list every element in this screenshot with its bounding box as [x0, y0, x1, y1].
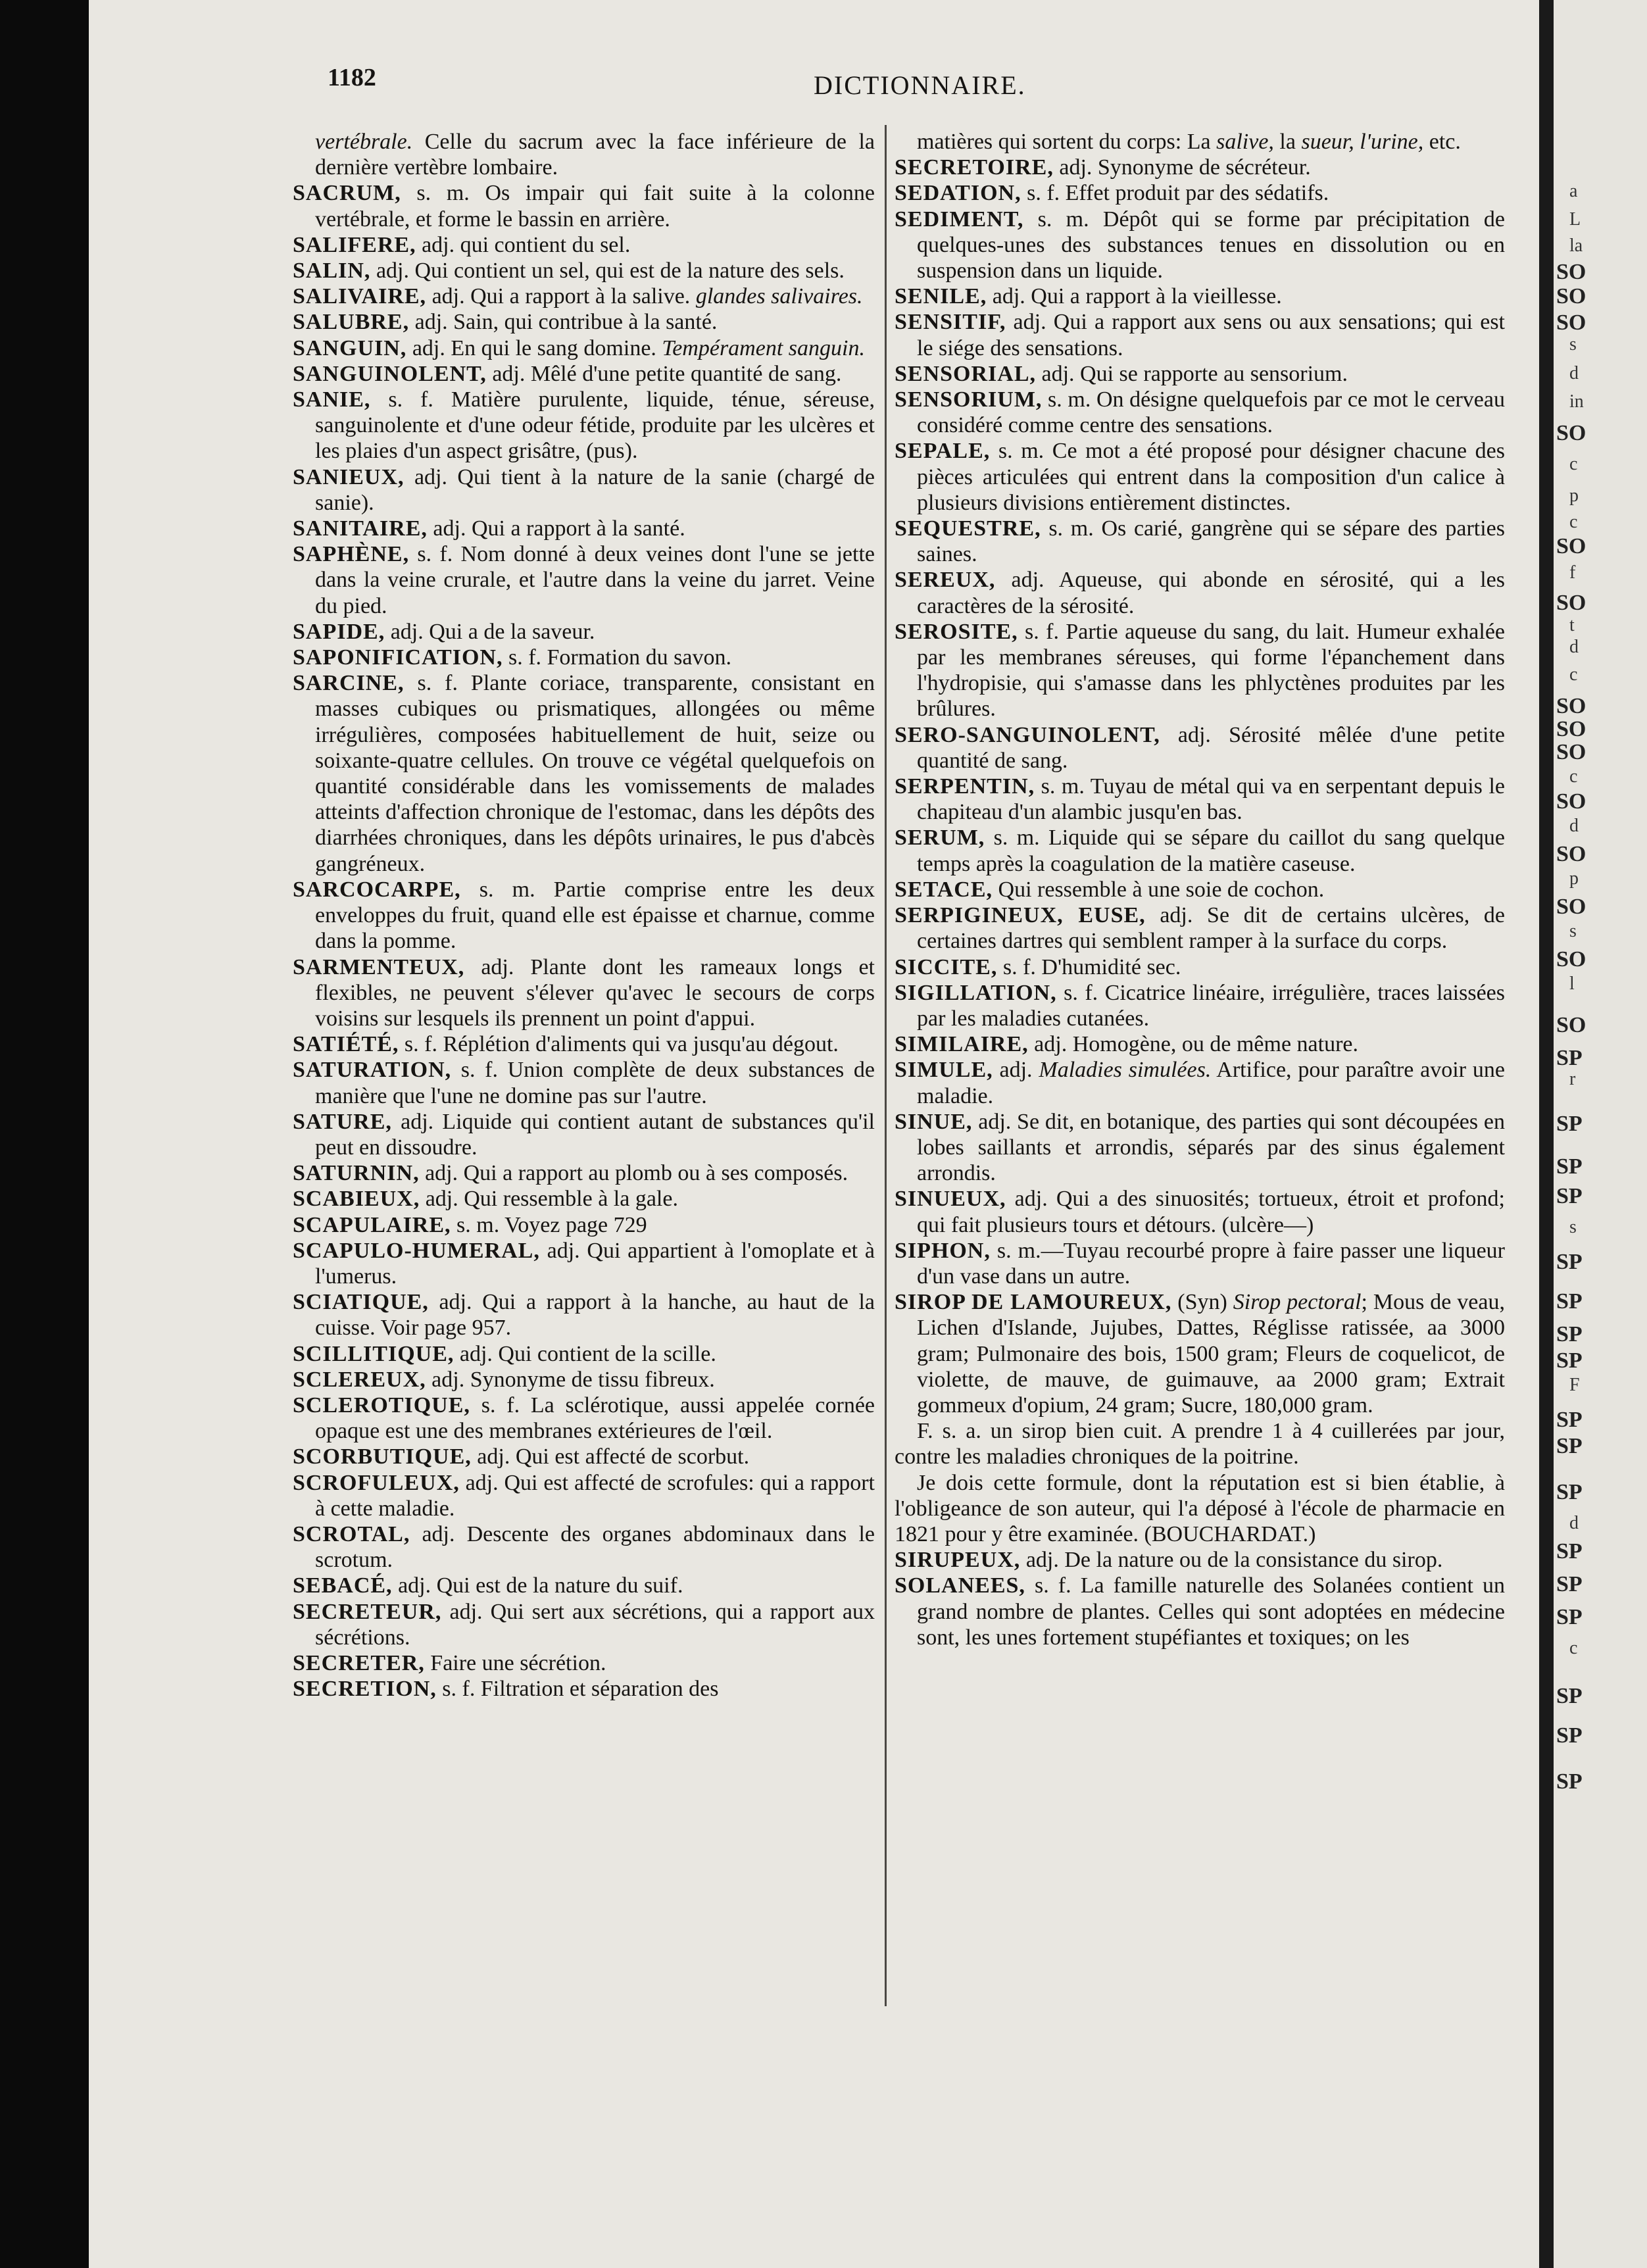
adjacent-page-fragment: s: [1569, 334, 1577, 355]
headword: SARCINE,: [293, 671, 405, 696]
column-divider: [885, 125, 887, 2006]
headword: SEROSITE,: [895, 619, 1018, 644]
headword: SENSITIF,: [895, 310, 1006, 335]
page-number: 1182: [328, 64, 376, 91]
adjacent-page-fragment: d: [1569, 363, 1579, 383]
dictionary-entry: [293, 877, 875, 954]
adjacent-page-fragment: SO: [1556, 789, 1586, 814]
dictionary-entry: [895, 1573, 1505, 1650]
headword: SANGUINOLENT,: [293, 361, 487, 386]
adjacent-page-fragment: SP: [1556, 1539, 1583, 1564]
dictionary-entry: [293, 1109, 875, 1160]
dictionary-entry: [895, 438, 1505, 516]
italic-text: sueur, l'urine,: [1301, 130, 1424, 154]
dictionary-entry: [895, 361, 1505, 387]
dictionary-entry: [895, 516, 1505, 567]
dictionary-entry: [293, 387, 875, 464]
adjacent-page-fragment: SP: [1556, 1154, 1583, 1179]
headword: SIROP DE LAMOUREUX,: [895, 1290, 1172, 1315]
definition-text: s. f. Formation du savon.: [503, 645, 732, 670]
adjacent-page-fragment: SO: [1556, 310, 1586, 335]
definition-text: adj. Qui a rapport au plomb ou à ses composés.: [419, 1161, 848, 1186]
left-column: [293, 129, 875, 2102]
definition-text: adj. Se dit de certains ulcères, de certaines dartres qui semblent ramper à la surface du corps.: [917, 903, 1505, 954]
dictionary-entry: [895, 309, 1505, 360]
adjacent-page-fragment: c: [1569, 664, 1578, 685]
headword: SANGUIN,: [293, 335, 407, 360]
adjacent-page-fragment: SP: [1556, 1046, 1583, 1070]
dictionary-entry: [293, 284, 875, 309]
headword: SERUM,: [895, 826, 985, 851]
definition-text: s. f. Matière purulente, liquide, ténue, séreuse, sanguinolente et d'une odeur fétide, produite par les ulcères et les plaies d'un aspect grisâtre, (pus).: [315, 387, 875, 464]
headword: SETACE,: [895, 877, 993, 902]
adjacent-page-fragment: SP: [1556, 1605, 1583, 1629]
headword: SCABIEUX,: [293, 1187, 420, 1212]
definition-text: s. f. Effet produit par des sédatifs.: [1021, 181, 1329, 206]
headword: SOLANEES,: [895, 1573, 1025, 1598]
headword: SALIVAIRE,: [293, 284, 427, 309]
definition-text: s. f. La famille naturelle des Solanées contient un grand nombre de plantes. Celles qui sont adoptées en médecine sont, les unes fortement stupéfiantes et toxiques; on les: [917, 1573, 1505, 1650]
dictionary-entry: [293, 309, 875, 335]
headword: SALUBRE,: [293, 310, 410, 335]
dictionary-entry: [895, 155, 1505, 180]
definition-text: adj. Qui appartient à l'omoplate et à l'umerus.: [315, 1238, 875, 1289]
definition-text: s. m.—Tuyau recourbé propre à faire passer une liqueur d'un vase dans un autre.: [917, 1238, 1505, 1289]
headword: SECRETER,: [293, 1650, 425, 1675]
headword: SAPIDE,: [293, 619, 385, 644]
paragraph-text: Je dois cette formule, dont la réputation est si bien établie, à l'obligeance de son auteur, qui l'a déposé à l'école de pharmacie en 1821 pour y être examinée. (BOUCHARDAT.): [895, 1470, 1505, 1546]
headword: SATURNIN,: [293, 1161, 420, 1186]
definition-text: s. m. On désigne quelquefois par ce mot le cerveau considéré comme centre des sensations.: [917, 387, 1505, 438]
italic-text: salive,: [1216, 130, 1274, 154]
headword: SIPHON,: [895, 1238, 991, 1263]
dictionary-entry: [293, 361, 875, 387]
headword: SERPENTIN,: [895, 774, 1035, 799]
dictionary-entry: [293, 1160, 875, 1186]
dictionary-entry: [895, 180, 1505, 206]
definition-text: adj. Descente des organes abdominaux dans le scrotum.: [315, 1521, 875, 1573]
adjacent-page-fragment: SP: [1556, 1112, 1583, 1136]
headword: SENSORIUM,: [895, 387, 1043, 412]
dictionary-entry: [293, 1599, 875, 1650]
definition-text: adj. De la nature ou de la consistance du sirop.: [1020, 1548, 1443, 1573]
definition-text: adj. qui contient du sel.: [416, 232, 631, 257]
headword: SANITAIRE,: [293, 516, 428, 541]
headword: SCAPULO-HUMERAL,: [293, 1238, 540, 1263]
entry-paragraph: [895, 1418, 1505, 1469]
dictionary-entry: [895, 619, 1505, 722]
definition-text: la: [1273, 130, 1302, 154]
adjacent-page-fragment: f: [1569, 562, 1576, 583]
dictionary-entry: [895, 980, 1505, 1031]
dictionary-entry: [293, 1186, 875, 1212]
dictionary-entry: [895, 722, 1505, 774]
headword: SEREUX,: [895, 568, 996, 593]
headword: SARCOCARPE,: [293, 877, 461, 902]
adjacent-page-fragment: SP: [1556, 1723, 1583, 1748]
headword: SIRUPEUX,: [895, 1548, 1021, 1573]
definition-text: s. m. Partie comprise entre les deux enveloppes du fruit, quand elle est épaisse et charnue, comme dans la pomme.: [315, 877, 875, 954]
adjacent-page-fragment: SP: [1556, 1480, 1583, 1504]
adjacent-page-fragment: c: [1569, 512, 1578, 532]
dictionary-entry: [895, 284, 1505, 309]
definition-text: adj. Aqueuse, qui abonde en sérosité, qui a les caractères de la sérosité.: [917, 568, 1505, 618]
dictionary-entry: [293, 954, 875, 1032]
definition-text: adj. Qui contient de la scille.: [454, 1341, 716, 1366]
adjacent-page-fragment: p: [1569, 485, 1579, 506]
italic-example: glandes salivaires.: [690, 284, 863, 309]
headword: SANIEUX,: [293, 464, 405, 489]
adjacent-page-fragment: SP: [1556, 1322, 1583, 1346]
adjacent-page-fragment: SO: [1556, 717, 1586, 741]
definition-text: s. f. La sclérotique, aussi appelée cornée opaque est une des membranes extérieures de l'œil.: [315, 1393, 875, 1444]
dictionary-entry: [895, 774, 1505, 825]
headword: SACRUM,: [293, 181, 401, 206]
headword: SEPALE,: [895, 439, 991, 464]
italic-example: Sirop pectoral: [1227, 1290, 1362, 1315]
headword: SIGILLATION,: [895, 980, 1057, 1005]
dictionary-entry: [293, 1341, 875, 1367]
definition-text: adj. En qui le sang domine.: [406, 335, 656, 360]
definition-text: adj. Synonyme de tissu fibreux.: [426, 1367, 715, 1392]
definition-text: adj.: [993, 1058, 1033, 1083]
definition-text: Faire une sécrétion.: [424, 1650, 606, 1675]
adjacent-page-fragment: c: [1569, 1638, 1578, 1658]
headword: SECRETOIRE,: [895, 155, 1054, 180]
dictionary-entry: [293, 180, 875, 232]
adjacent-page-fragment: SP: [1556, 1348, 1583, 1373]
definition-text: Qui ressemble à une soie de cochon.: [993, 877, 1325, 902]
dictionary-entry: [895, 1186, 1505, 1237]
headword: SCAPULAIRE,: [293, 1212, 451, 1237]
adjacent-page-fragment: SP: [1556, 1769, 1583, 1794]
dictionary-entry: [895, 207, 1505, 284]
entry-paragraph: [895, 1470, 1505, 1548]
headword: SCROTAL,: [293, 1521, 410, 1546]
adjacent-page-fragment: SO: [1556, 534, 1586, 558]
definition-text: Artifice, pour paraître avoir une maladie.: [917, 1058, 1505, 1108]
dictionary-entry: [895, 902, 1505, 954]
headword: SAPONIFICATION,: [293, 645, 503, 670]
dictionary-entry: [895, 877, 1505, 902]
adjacent-page-fragment: d: [1569, 1513, 1579, 1533]
adjacent-page-fragment: a: [1569, 181, 1578, 201]
dictionary-entry: [895, 1057, 1505, 1108]
adjacent-page-fragment: SO: [1556, 421, 1586, 445]
headword: SCILLITIQUE,: [293, 1341, 455, 1366]
adjacent-page-fragment: SO: [1556, 740, 1586, 764]
adjacent-page-fragment: la: [1569, 235, 1583, 256]
entry-continuation: [895, 129, 1505, 155]
adjacent-page-fragment: d: [1569, 816, 1579, 836]
headword: SCROFULEUX,: [293, 1470, 460, 1495]
definition-text: adj. Qui ressemble à la gale.: [420, 1187, 678, 1212]
definition-text: adj. Qui a rapport à la hanche, au haut de la cuisse. Voir page 957.: [315, 1290, 875, 1341]
headword: SIMILAIRE,: [895, 1032, 1029, 1057]
headword: SATURATION,: [293, 1058, 452, 1083]
definition-text: s. f. D'humidité sec.: [997, 954, 1181, 979]
dictionary-entry: [293, 1289, 875, 1341]
headword: SEBACÉ,: [293, 1573, 393, 1598]
dictionary-entry: [293, 619, 875, 645]
headword: SANIE,: [293, 387, 371, 412]
definition-text: ; Mous de veau, Lichen d'Islande, Jujubes, Dattes, Réglisse ratissée, aa 3000 gram; Pulmonaire des bois, 1500 gram; Fleurs de coquelicot, de violette, de mauve, de guimauve, aa 2000 gram; Extrait gommeux d'opium, 24 gram; Sucre, 180,000 gram.: [917, 1290, 1505, 1418]
definition-text: adj. Plante dont les rameaux longs et flexibles, ne peuvent s'élever qu'avec le secours de corps voisins sur lesquels ils prennent un point d'appui.: [315, 954, 875, 1031]
definition-text: s. m. Voyez page 729: [451, 1212, 647, 1237]
dictionary-entry: [293, 516, 875, 541]
dictionary-entry: [293, 1444, 875, 1469]
definition-text: s. f. Plante coriace, transparente, consistant en masses cubiques ou prismatiques, allongées ou même irrégulières, composées habituellement de huit, seize ou soixante-quatre cellules. On trouve ce végétal quelquefois on quantité considérable dans les vomissements de malades atteints d'affection chronique de l'estomac, dans les dépôts des diarrhées chroniques, dans les dépôts urinaires, le pus d'abcès gangréneux.: [315, 671, 875, 876]
headword: SCLEREUX,: [293, 1367, 426, 1392]
entry-continuation: [293, 129, 875, 180]
definition-text: s. m. Tuyau de métal qui va en serpentant depuis le chapiteau d'un alambic jusqu'en bas.: [917, 774, 1505, 825]
definition-text: Celle du sacrum avec la face inférieure de la dernière vertèbre lombaire.: [315, 130, 875, 180]
dictionary-entry: [293, 645, 875, 670]
adjacent-page-fragment: c: [1569, 454, 1578, 474]
adjacent-page-fragment: SO: [1556, 895, 1586, 919]
dictionary-entry: [895, 1547, 1505, 1573]
dictionary-entry: [293, 335, 875, 361]
headword: SIMULE,: [895, 1058, 993, 1083]
definition-text: adj. Sain, qui contribue à la santé.: [409, 310, 718, 335]
dictionary-entry: [895, 1289, 1505, 1418]
adjacent-page-fragment: l: [1569, 974, 1575, 994]
definition-text: adj. Qui est affecté de scorbut.: [471, 1444, 750, 1469]
adjacent-page-fragment: SP: [1556, 1408, 1583, 1432]
definition-text: s. m. Dépôt qui se forme par précipitation de quelques-unes des substances tenues en dissolution ou en suspension dans un liquide.: [917, 207, 1505, 284]
headword: SATURE,: [293, 1109, 392, 1134]
adjacent-page-fragment: c: [1569, 766, 1578, 787]
headword: SECRETION,: [293, 1677, 437, 1702]
dictionary-entry: [895, 1109, 1505, 1187]
headword: SAPHÈNE,: [293, 542, 410, 567]
headword: SARMENTEUX,: [293, 954, 465, 979]
headword: SEDATION,: [895, 181, 1021, 206]
headword: SENILE,: [895, 284, 987, 309]
headword: SINUEUX,: [895, 1187, 1006, 1212]
adjacent-page-fragment: SP: [1556, 1250, 1583, 1274]
dictionary-entry: [293, 464, 875, 516]
definition-text: adj. Qui a rapport à la vieillesse.: [987, 284, 1282, 309]
dictionary-entry: [293, 1057, 875, 1108]
dictionary-entry: [293, 1238, 875, 1289]
adjacent-page-fragment: d: [1569, 637, 1579, 657]
dictionary-entry: [293, 1650, 875, 1676]
right-column: [895, 129, 1505, 2102]
dictionary-entry: [293, 1031, 875, 1057]
running-title: DICTIONNAIRE.: [814, 70, 1026, 100]
scan-border-left: [0, 0, 89, 2268]
italic-text: vertébrale.: [315, 130, 413, 154]
dictionary-entry: [293, 1212, 875, 1238]
dictionary-entry: [293, 1573, 875, 1598]
definition-text: s. f. Partie aqueuse du sang, du lait. Humeur exhalée par les membranes séreuses, qui forme l'épanchement dans l'hydropisie, qui s'amasse dans les phlyctènes produites par les brûlures.: [917, 619, 1505, 722]
definition-text: adj. Synonyme de sécréteur.: [1053, 155, 1311, 180]
definition-text: s. m. Os impair qui fait suite à la colonne vertébrale, et forme le bassin en arrière.: [315, 181, 875, 232]
dictionary-entry: [293, 1367, 875, 1393]
adjacent-page-fragment: SP: [1556, 1684, 1583, 1708]
definition-text: adj. Qui est de la nature du suif.: [392, 1573, 683, 1598]
headword: SEQUESTRE,: [895, 516, 1041, 541]
dictionary-entry: [895, 825, 1505, 876]
headword: SERPIGINEUX, EUSE,: [895, 903, 1146, 928]
definition-text: adj. Qui sert aux sécrétions, qui a rapport aux sécrétions.: [315, 1599, 875, 1650]
definition-text: adj. Qui a des sinuosités; tortueux, étroit et profond; qui fait plusieurs tours et détours. (ulcère—): [917, 1187, 1505, 1237]
headword: SCLEROTIQUE,: [293, 1393, 470, 1418]
headword: SATIÉTÉ,: [293, 1032, 399, 1057]
definition-text: s. f. Union complète de deux substances de manière que l'une ne domine pas sur l'autre.: [315, 1058, 875, 1108]
adjacent-page-fragment: p: [1569, 868, 1579, 889]
definition-text: adj. Qui a de la saveur.: [385, 619, 595, 644]
book-gutter: [1539, 0, 1554, 2268]
headword: SENSORIAL,: [895, 361, 1037, 386]
dictionary-entry: [293, 670, 875, 877]
definition-text: s. m. Ce mot a été proposé pour désigner chacune des pièces articulées qui entrent dans la composition d'un calice à plusieurs divisions entièrement distinctes.: [917, 439, 1505, 515]
definition-text: adj. Mêlé d'une petite quantité de sang.: [486, 361, 842, 386]
definition-text: s. m. Os carié, gangrène qui se sépare des parties saines.: [917, 516, 1505, 567]
adjacent-page-fragment: SO: [1556, 1013, 1586, 1037]
adjacent-page-fragment: in: [1569, 391, 1584, 412]
dictionary-entry: [895, 387, 1505, 438]
definition-text: adj. Qui a rapport à la santé.: [427, 516, 685, 541]
headword: SECRETEUR,: [293, 1599, 442, 1624]
headword: SINUE,: [895, 1109, 973, 1134]
headword: SALIFERE,: [293, 232, 416, 257]
dictionary-entry: [293, 1676, 875, 1702]
italic-example: Maladies simulées.: [1032, 1058, 1212, 1083]
definition-text: adj. Qui est affecté de scrofules: qui a rapport à cette maladie.: [315, 1470, 875, 1521]
definition-text: adj. Qui se rapporte au sensorium.: [1036, 361, 1348, 386]
dictionary-entry: [293, 1470, 875, 1521]
headword: SERO-SANGUINOLENT,: [895, 722, 1160, 747]
definition-text: adj. Se dit, en botanique, des parties qui sont découpées en lobes saillants et arrondis, séparés par des sinus également arrondis.: [917, 1109, 1505, 1186]
paragraph-text: F. s. a. un sirop bien cuit. A prendre 1 à 4 cuillerées par jour, contre les maladies chroniques de la poitrine.: [895, 1419, 1505, 1469]
adjacent-page-fragment: SO: [1556, 284, 1586, 308]
definition-text: (Syn): [1171, 1290, 1227, 1315]
dictionary-entry: [895, 954, 1505, 980]
definition-text: etc.: [1423, 130, 1461, 154]
adjacent-page-fragment: SP: [1556, 1572, 1583, 1596]
dictionary-entry: [293, 1521, 875, 1573]
definition-text: s. f. Réplétion d'aliments qui va jusqu'au dégout.: [399, 1032, 839, 1057]
adjacent-page-fragment: SO: [1556, 947, 1586, 972]
dictionary-entry: [293, 541, 875, 619]
adjacent-page-fragment: SO: [1556, 260, 1586, 284]
dictionary-entry: [293, 1393, 875, 1444]
headword: SICCITE,: [895, 954, 998, 979]
definition-text: s. f. Nom donné à deux veines dont l'une se jette dans la veine crurale, et l'autre dans la veine du jarret. Veine du pied.: [315, 542, 875, 618]
definition-text: s. m. Liquide qui se sépare du caillot du sang quelque temps après la coagulation de la matière caseuse.: [917, 826, 1505, 876]
definition-text: adj. Liquide qui contient autant de substances qu'il peut en dissoudre.: [315, 1109, 875, 1160]
dictionary-entry: [895, 1238, 1505, 1289]
headword: SCIATIQUE,: [293, 1290, 429, 1315]
definition-text: adj. Sérosité mêlée d'une petite quantité de sang.: [917, 722, 1505, 773]
adjacent-page-fragment: SP: [1556, 1184, 1583, 1208]
italic-example: Tempérament sanguin.: [656, 335, 865, 360]
adjacent-page-fragment: F: [1569, 1375, 1580, 1395]
definition-text: adj. Qui contient un sel, qui est de la nature des sels.: [370, 259, 845, 284]
dictionary-entry: [293, 232, 875, 258]
headword: SEDIMENT,: [895, 207, 1024, 232]
adjacent-page-fragment: s: [1569, 921, 1577, 941]
adjacent-page-fragment: t: [1569, 615, 1575, 635]
dictionary-entry: [293, 258, 875, 284]
definition-text: adj. Qui tient à la nature de la sanie (chargé de sanie).: [315, 464, 875, 515]
definition-text: matières qui sortent du corps: La: [917, 130, 1217, 154]
adjacent-page-fragment: SO: [1556, 694, 1586, 718]
headword: SALIN,: [293, 259, 371, 284]
adjacent-page-fragment: r: [1569, 1069, 1576, 1089]
dictionary-entry: [895, 567, 1505, 618]
adjacent-page-fragment: L: [1569, 209, 1581, 230]
definition-text: adj. Qui a rapport à la salive.: [426, 284, 691, 309]
headword: SCORBUTIQUE,: [293, 1444, 472, 1469]
definition-text: s. f. Cicatrice linéaire, irrégulière, traces laissées par les maladies cutanées.: [917, 980, 1505, 1031]
definition-text: adj. Homogène, ou de même nature.: [1028, 1032, 1359, 1057]
adjacent-page-fragment: s: [1569, 1217, 1577, 1237]
adjacent-page-fragment: SP: [1556, 1289, 1583, 1314]
dictionary-entry: [895, 1031, 1505, 1057]
adjacent-page-fragment: SO: [1556, 842, 1586, 866]
definition-text: s. f. Filtration et séparation des: [436, 1677, 719, 1702]
adjacent-page-edge: [1554, 0, 1647, 2268]
definition-text: adj. Qui a rapport aux sens ou aux sensations; qui est le siége des sensations.: [917, 310, 1505, 360]
adjacent-page-fragment: SP: [1556, 1434, 1583, 1458]
adjacent-page-fragment: SO: [1556, 591, 1586, 615]
